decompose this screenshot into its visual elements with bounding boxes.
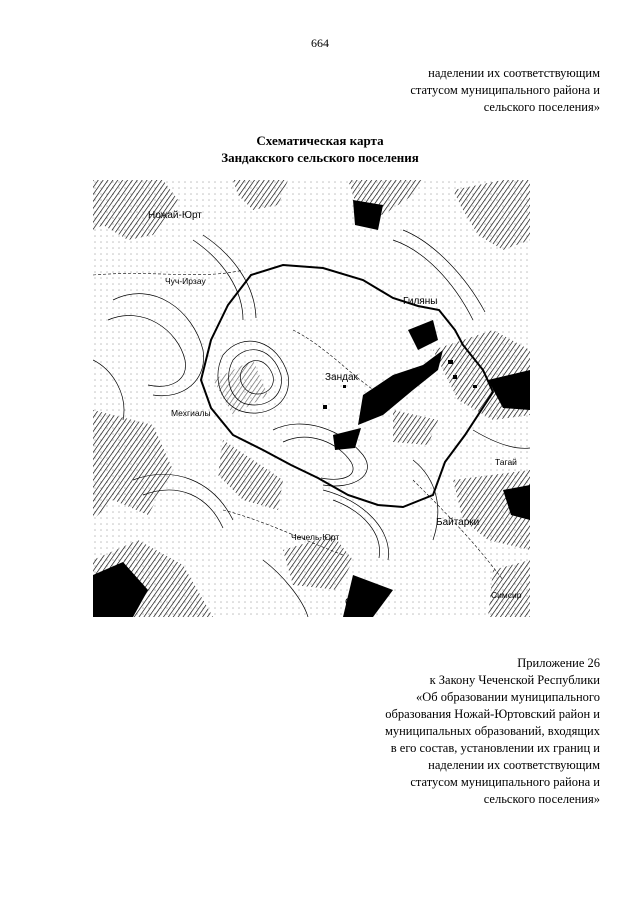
label-nozhay-yurt: Ножай-Юрт — [148, 210, 202, 221]
map-drawing — [93, 180, 530, 617]
continuation-line: наделении их соответствующим — [428, 66, 600, 80]
label-zandak: Зандак — [325, 372, 358, 383]
annex-line: сельского поселения» — [483, 792, 600, 806]
label-tagai: Тагай — [495, 457, 517, 467]
continuation-line: статусом муниципального района и — [410, 83, 600, 97]
annex-title: Приложение 26 — [517, 656, 600, 670]
schematic-map — [93, 180, 530, 617]
annex-line: муниципальных образований, входящих — [384, 724, 600, 738]
label-baitarki: Байтарки — [436, 517, 480, 528]
label-chuch-irzau: Чуч-Ирзау — [165, 276, 206, 286]
annex-line: «Об образовании муниципального — [416, 690, 600, 704]
continuation-line: сельского поселения» — [483, 100, 600, 114]
label-gilyany: Гиляны — [403, 296, 438, 307]
label-mezhgulary: Мехгиалы — [171, 408, 211, 418]
label-simsir: Симсир — [491, 590, 522, 600]
page-number: 664 — [311, 36, 329, 50]
label-si: Си — [345, 597, 358, 608]
map-title — [0, 132, 640, 166]
map-title-line-2: Зандакского сельского поселения — [221, 150, 419, 165]
annex-line: в его состав, установлении их границ и — [390, 741, 600, 755]
map-title-line-1: Схематическая карта — [256, 133, 384, 148]
annex-line: статусом муниципального района и — [410, 775, 600, 789]
annex-line: наделении их соответствующим — [428, 758, 600, 772]
annex-line: образования Ножай-Юртовский район и — [385, 707, 600, 721]
annex-header — [300, 655, 600, 808]
label-chechel-yurt: Чечель-Юрт — [291, 532, 340, 542]
previous-annex-continuation — [300, 65, 600, 116]
annex-line: к Закону Чеченской Республики — [429, 673, 600, 687]
